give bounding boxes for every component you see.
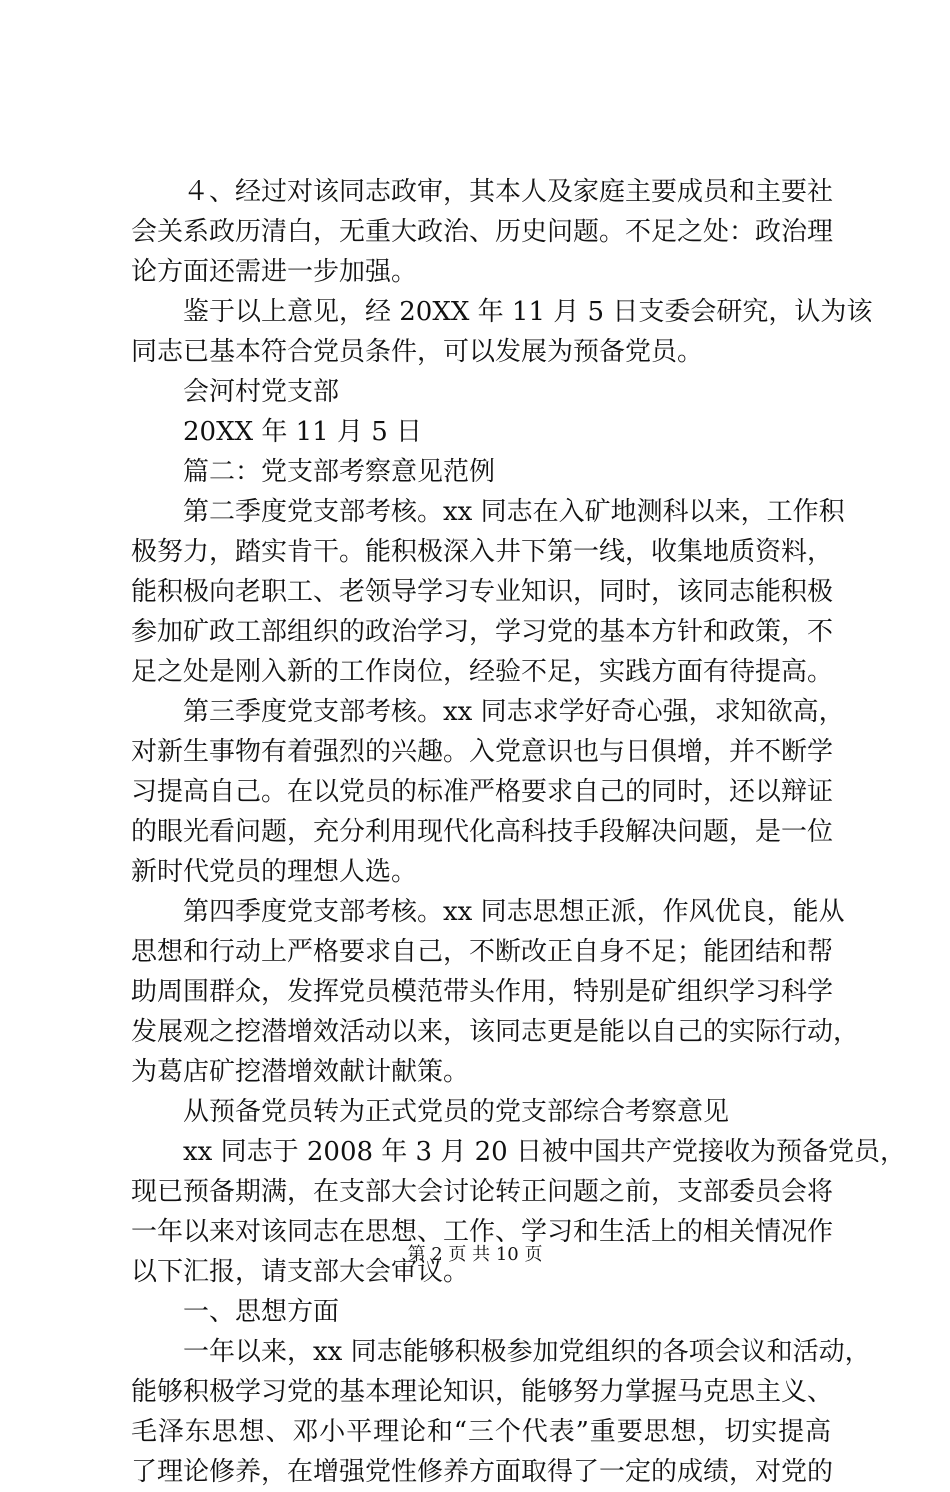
- text-line: 会关系政历清白，无重大政治、历史问题。不足之处：政治理: [131, 217, 834, 247]
- page-footer: 第 2 页 共 10 页: [407, 1244, 543, 1265]
- text-line: 习提高自己。在以党员的标准严格要求自己的同时，还以辩证: [131, 777, 834, 807]
- text-line: 毛泽东思想、邓小平理论和“三个代表”重要思想，切实提高: [131, 1417, 831, 1447]
- text-line: 一年以来对该同志在思想、工作、学习和生活上的相关情况作: [131, 1217, 834, 1247]
- text-line: 第三季度党支部考核。xx 同志求学好奇心强，求知欲高，: [183, 697, 845, 727]
- text-line: 参加矿政工部组织的政治学习，学习党的基本方针和政策，不: [131, 617, 834, 647]
- text-line: 20XX 年 11 月 5 日: [183, 417, 423, 447]
- text-line: 了理论修养，在增强党性修养方面取得了一定的成绩，对党的: [131, 1457, 834, 1487]
- text-line: 第二季度党支部考核。xx 同志在入矿地测科以来，工作积: [183, 497, 845, 527]
- text-line: 助周围群众，发挥党员模范带头作用，特别是矿组织学习科学: [131, 977, 834, 1007]
- text-line: 极努力，踏实肯干。能积极深入井下第一线，收集地质资料，: [131, 537, 834, 567]
- text-line: 对新生事物有着强烈的兴趣。入党意识也与日俱增，并不断学: [131, 737, 834, 767]
- document-body: [131, 172, 906, 1492]
- text-line: 为葛店矿挖潜增效献计献策。: [131, 1057, 470, 1087]
- text-line: 一年以来，xx 同志能够积极参加党组织的各项会议和活动，: [183, 1337, 871, 1367]
- text-line: 的眼光看问题，充分利用现代化高科技手段解决问题，是一位: [131, 817, 834, 847]
- text-line: 思想和行动上严格要求自己，不断改正自身不足；能团结和帮: [131, 937, 834, 967]
- text-line: 能积极向老职工、老领导学习专业知识，同时，该同志能积极: [131, 577, 834, 607]
- text-line: 一、思想方面: [183, 1297, 340, 1327]
- text-line: 现已预备期满，在支部大会讨论转正问题之前，支部委员会将: [131, 1177, 834, 1207]
- text-line: 会河村党支部: [183, 377, 340, 407]
- text-line: ４、经过对该同志政审，其本人及家庭主要成员和主要社: [183, 177, 834, 207]
- text-line: 新时代党员的理想人选。: [131, 857, 418, 887]
- text-line: 篇二：党支部考察意见范例: [183, 457, 496, 487]
- text-line: 足之处是刚入新的工作岗位，经验不足，实践方面有待提高。: [131, 657, 834, 687]
- text-line: 鉴于以上意见，经 20XX 年 11 月 5 日支委会研究，认为该: [183, 297, 873, 327]
- text-line: 从预备党员转为正式党员的党支部综合考察意见: [183, 1097, 730, 1127]
- text-line: 以下汇报，请支部大会审议。: [131, 1257, 470, 1287]
- text-line: 论方面还需进一步加强。: [131, 257, 418, 287]
- text-line: 发展观之挖潜增效活动以来，该同志更是能以自己的实际行动，: [131, 1017, 860, 1047]
- text-line: 同志已基本符合党员条件，可以发展为预备党员。: [131, 337, 704, 367]
- text-line: 能够积极学习党的基本理论知识，能够努力掌握马克思主义、: [131, 1377, 834, 1407]
- text-line: xx 同志于 2008 年 3 月 20 日被中国共产党接收为预备党员，: [183, 1137, 906, 1167]
- text-line: 第四季度党支部考核。xx 同志思想正派，作风优良，能从: [183, 897, 845, 927]
